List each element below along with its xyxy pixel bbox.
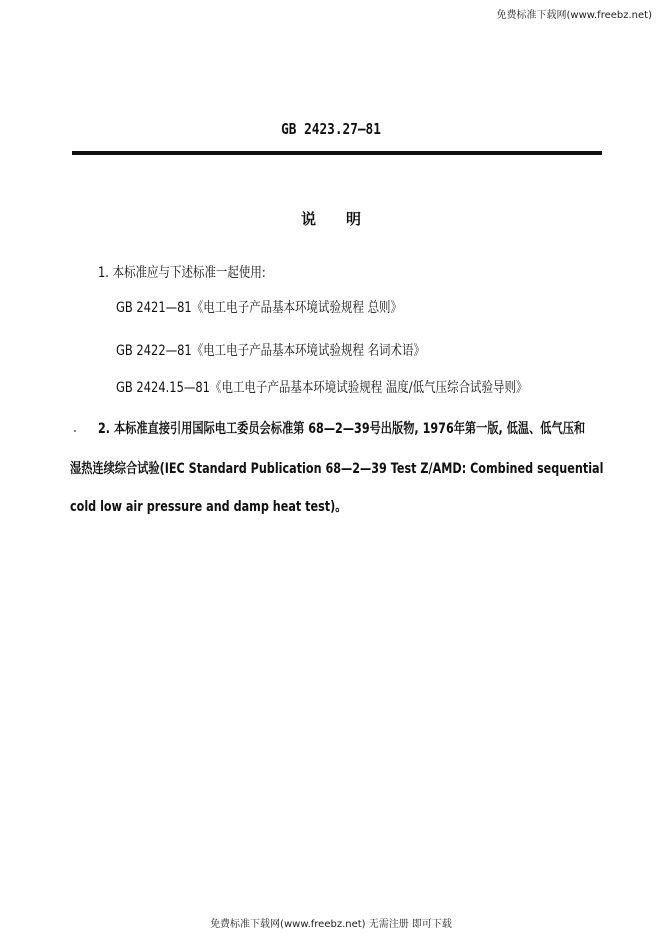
header-rule [72, 151, 602, 155]
item-2-line-1: 2. 本标准直接引用国际电工委员会标准第 68—2—39号出版物, 1976年第一版, 低温、低气压和 [98, 421, 586, 437]
watermark-bottom: 免费标准下载网(www.freebz.net) 无需注册 即可下载 [210, 919, 452, 930]
reference-gb2422: GB 2422—81《电工电子产品基本环境试验规程 名词术语》 [116, 343, 425, 359]
reference-gb2424-15: GB 2424.15—81《电工电子产品基本环境试验规程 温度/低气压综合试验导则》 [116, 380, 528, 396]
watermark-top: 免费标准下载网(www.freebz.net) [496, 10, 652, 21]
reference-gb2421: GB 2421—81《电工电子产品基本环境试验规程 总则》 [116, 300, 403, 316]
item-1-text: 1. 本标准应与下述标准一起使用: [98, 265, 266, 281]
scan-speck [74, 430, 76, 432]
item-2-line-2: 湿热连续综合试验(IEC Standard Publication 68—2—39 Test Z/AMD: Combined sequential [70, 461, 604, 477]
document-number: GB 2423.27—81 [281, 120, 381, 138]
item-2-line-3: cold low air pressure and damp heat test)。 [70, 499, 347, 515]
section-title: 说明 [300, 210, 391, 228]
